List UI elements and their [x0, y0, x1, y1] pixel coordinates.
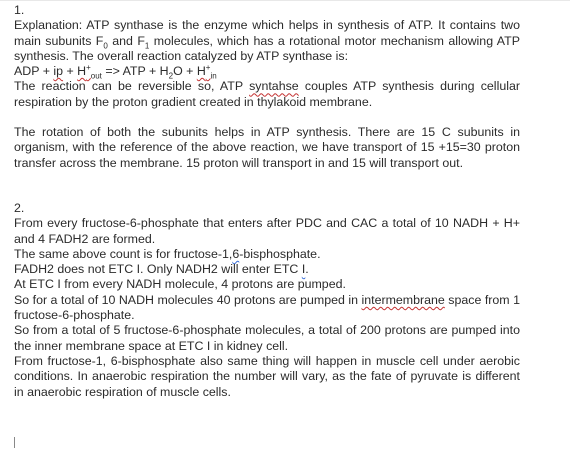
reaction-equation: ADP + ip + $H^+_{out}$ => ATP + $H_2O + H^+_{in}$: [14, 63, 217, 81]
answer-2-number: 2.: [14, 200, 25, 215]
answer-2-etc-protons: At ETC I from every NADH molecule, 4 protons are pumped.: [14, 277, 346, 292]
answer-2-intermembrane: So for a total of 10 NADH molecules 40 protons are pumped in intermembrane space from 1 fructose-6-phosphate.: [14, 292, 520, 323]
spelling-flag-intermembrane: intermembrane: [361, 292, 445, 307]
answer-1-number: 1.: [14, 3, 25, 17]
rotation-paragraph: The rotation of both the subunits helps in ATP synthesis. There are 15 C subunits in organism, with the reference of the above reaction, we have transport of 15 +15=30 proton transfer across the membrane. 15 proton will transport in and 15 will transport out.: [14, 125, 520, 170]
document-body[interactable]: [14, 3, 520, 400]
answer-2-fadh2: FADH2 does not ETC I. Only NADH2 will enter ETC I.: [14, 262, 309, 277]
spelling-error-syntahse: syntahse: [249, 79, 299, 94]
page-top-border: [0, 0, 570, 1]
answer-2-muscle-cells: From fructose-1, 6-bisphosphate also same thing will happen in muscle cell under aerobic conditions. In anaerobic respiration the number will vary, as the fate of pyruvate is different in anaerobic respiration of muscle cells.: [14, 353, 520, 399]
text-cursor: [14, 437, 15, 448]
answer-2-total-protons: So from a total of 5 fructose-6-phosphate molecules, a total of 200 protons are pumped into the inner membrane space at ETC I in kidney cell.: [14, 323, 520, 353]
reversibility-paragraph: The reaction can be reversible so, ATP syntahse couples ATP synthesis during cellular respiration by the proton gradient created in thylakoid membrane.: [14, 79, 520, 109]
answer-1-explanation: Explanation: ATP synthase is the enzyme which helps in synthesis of ATP. It contains two main subunits $F_0$ and $F_1$ molecules, which has a rotational motor mechanism allowing ATP synthesis. The overall reaction catalyzed by ATP synthase is:: [14, 18, 520, 63]
answer-2-nadh-count: From every fructose-6-phosphate that enters after PDC and CAC a total of 10 NADH + H+ and 4 FADH2 are formed.: [14, 216, 520, 246]
answer-2-bisphosphate-count: The same above count is for fructose-1,6-bisphosphate.: [14, 246, 321, 261]
